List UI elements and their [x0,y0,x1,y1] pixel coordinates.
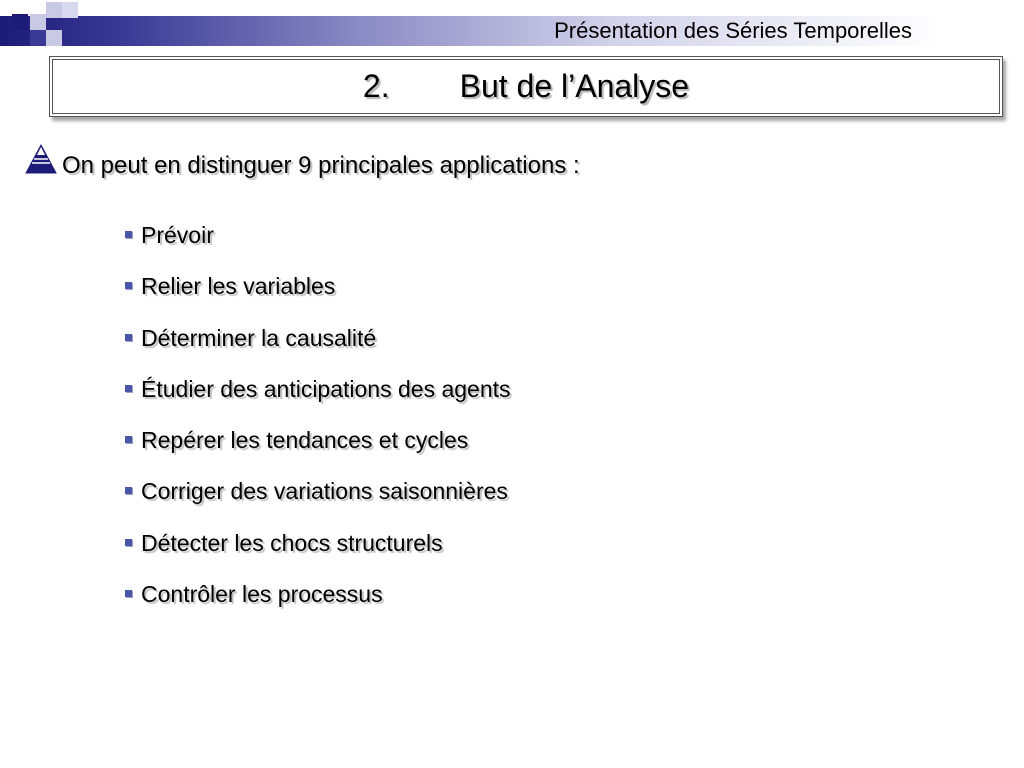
list-item-label: Repérer les tendances et cycles [141,427,469,454]
bullet-square-icon [125,590,132,597]
bullet-square-icon [125,231,132,238]
section-number: 2. [362,68,390,104]
list-item-label: Déterminer la causalité [141,324,377,351]
logo-square [46,2,62,18]
logo-square [46,30,62,46]
section-title: But de l’Analyse [459,68,690,104]
bullet-square-icon [125,539,132,546]
logo-square [30,14,46,30]
bullet-square-icon [125,334,132,341]
bullet-square-icon [125,487,132,494]
intro-text: On peut en distinguer 9 principales applications : [62,152,580,179]
pyramid-icon [24,142,58,176]
presentation-title: Présentation des Séries Temporelles [554,18,912,43]
list-item-label: Étudier des anticipations des agents [141,375,511,402]
list-item-label: Contrôler les processus [141,581,383,608]
list-item-label: Corriger des variations saisonnières [141,478,508,505]
logo-square [62,2,78,18]
list-item-label: Prévoir [141,222,214,248]
bullet-square-icon [125,385,132,392]
logo-square [12,14,28,30]
list-item-label: Détecter les chocs structurels [141,529,443,556]
slide-title [53,60,999,113]
logo-square [30,30,46,46]
bullet-square-icon [125,436,132,443]
slide-title-box [52,59,1000,114]
list-item-label: Relier les variables [141,273,336,300]
bullet-square-icon [125,282,132,289]
